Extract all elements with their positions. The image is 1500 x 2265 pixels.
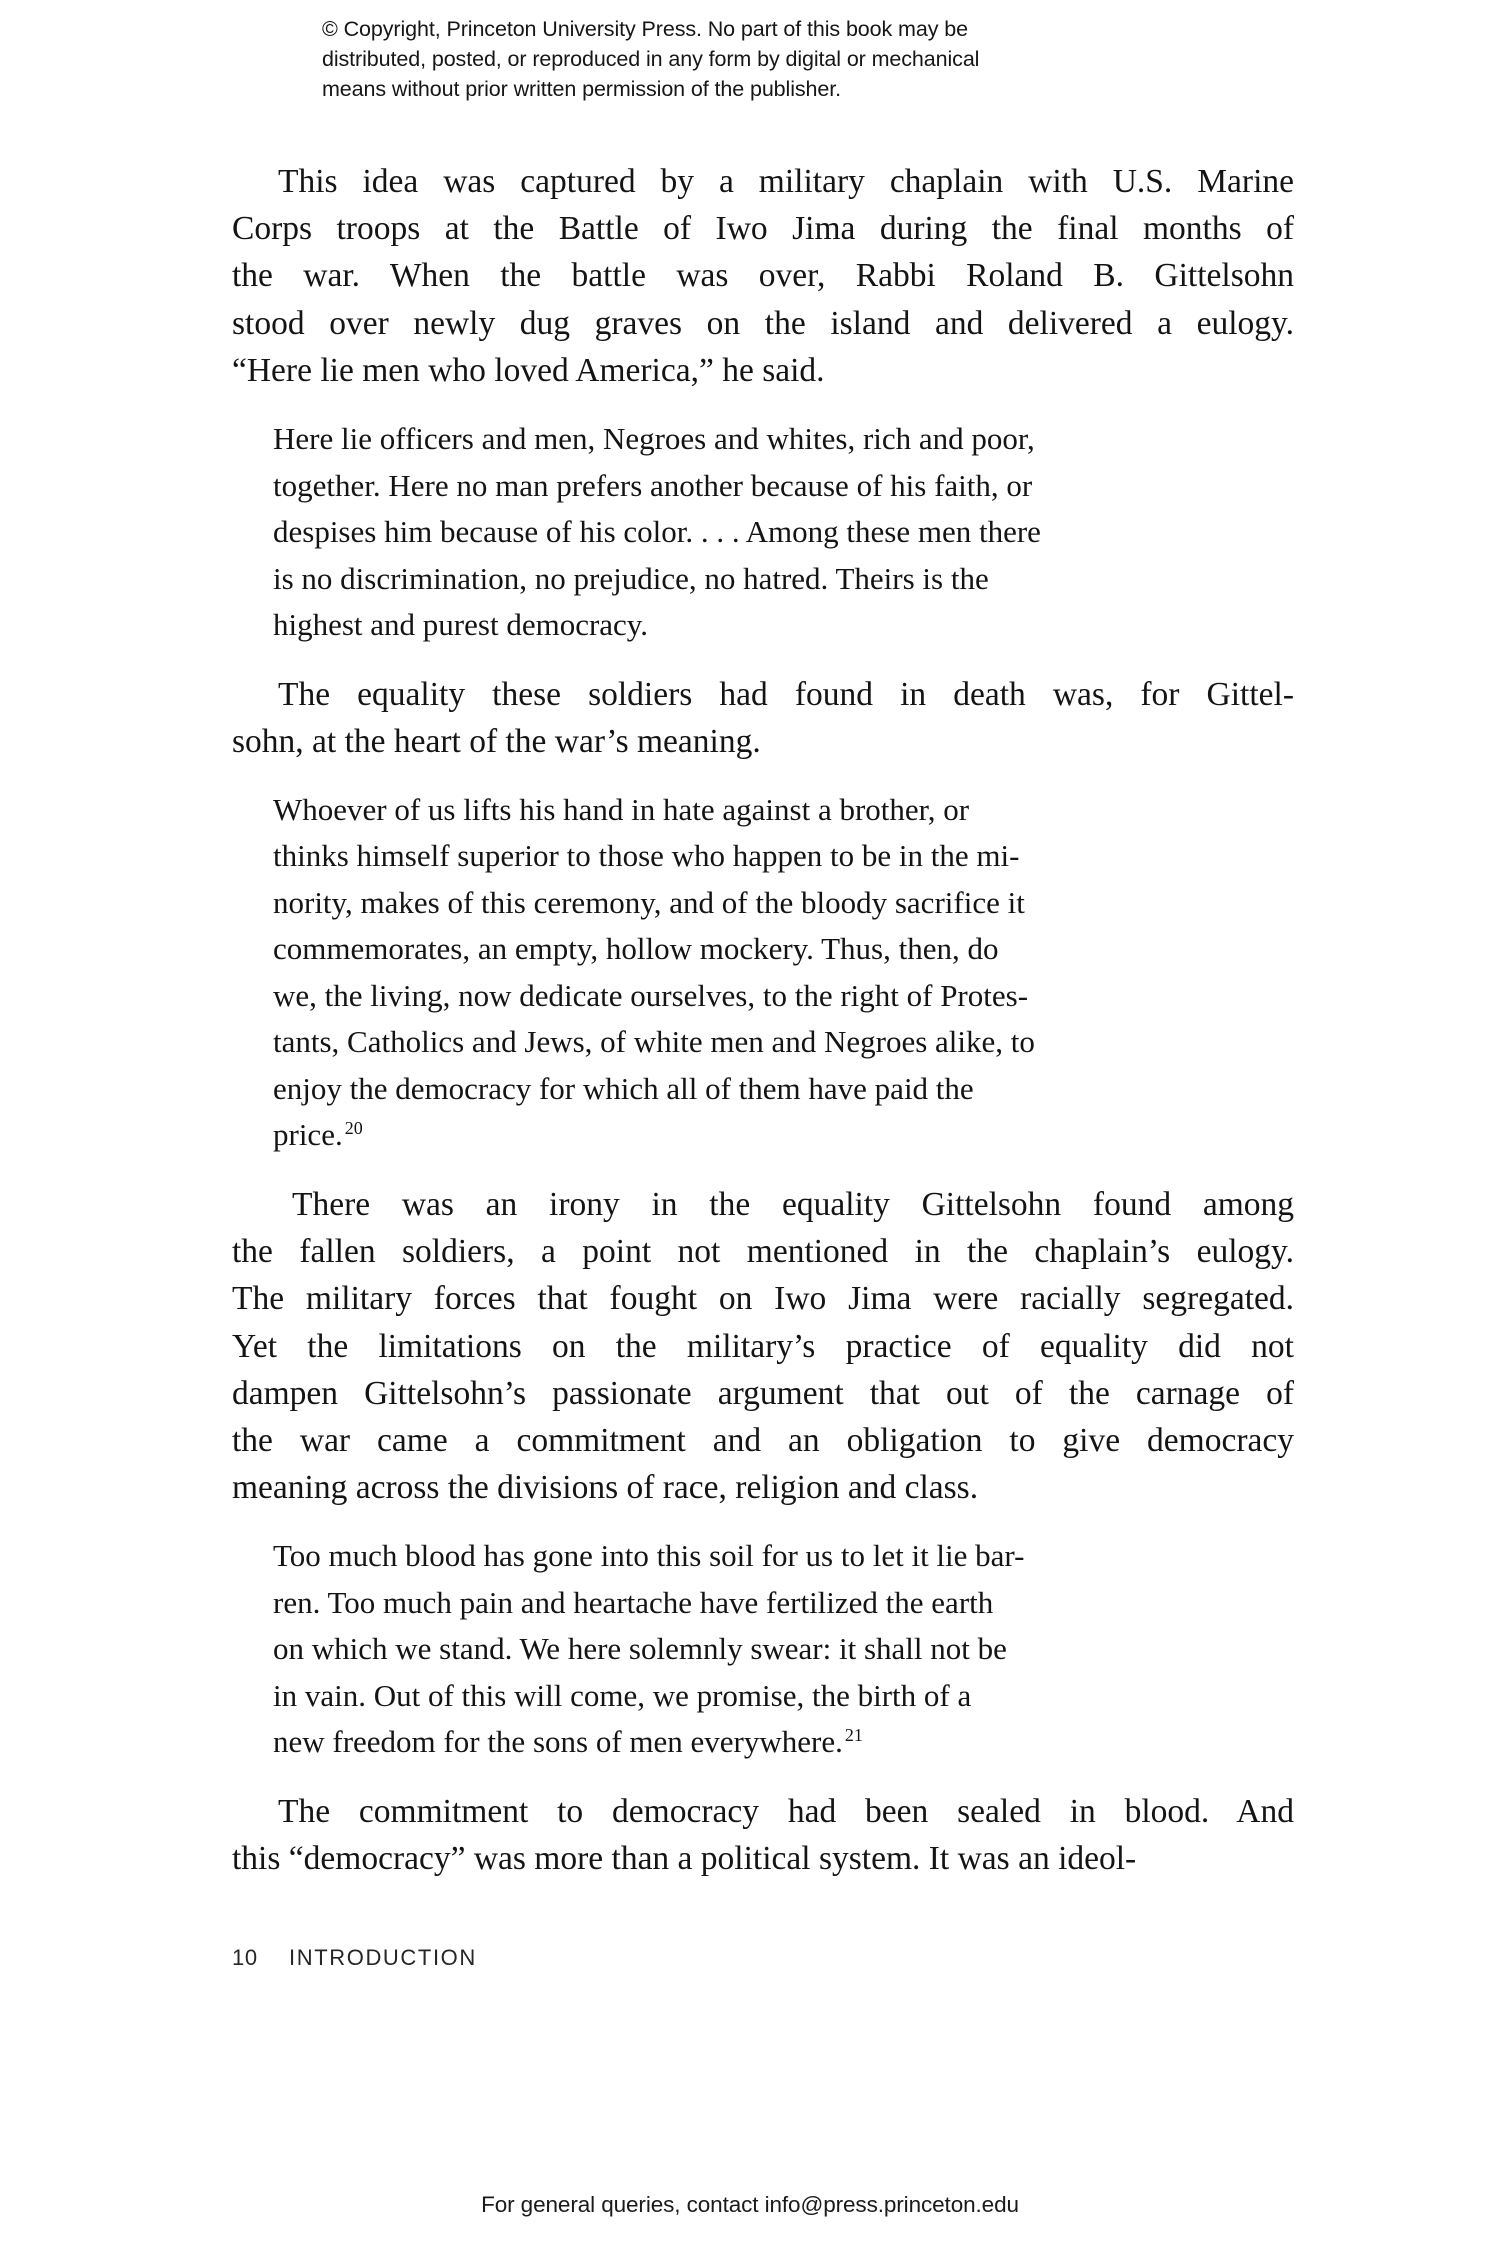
paragraph-3-line-2: the fallen soldiers, a point not mentioned in the chaplain’s eulogy. [232,1233,1294,1271]
paragraph-3-line-7: meaning across the divisions of race, religion and class. [232,1469,979,1507]
blockquote-3-line-1: Too much blood has gone into this soil for us to let it lie bar- [273,1538,1025,1574]
blockquote-2-line-8 [273,1112,1294,1159]
blockquote-2-line-1: Whoever of us lifts his hand in hate against a brother, or [273,791,970,827]
paragraph-3 [232,1181,1294,1511]
blockquote-3-line-2: ren. Too much pain and heartache have fertilized the earth [273,1584,994,1620]
blockquote-3-line-4: in vain. Out of this will come, we promise, the birth of a [273,1677,972,1713]
blockquote-3 [232,1533,1294,1766]
text-column [232,158,1294,1882]
blockquote-2-line-3: nority, makes of this ceremony, and of the bloody sacrifice it [273,884,1025,920]
footnote-marker-20: 20 [344,1118,363,1139]
running-footer [232,1945,477,1971]
paragraph-4 [232,1788,1294,1882]
spacer [232,765,1294,787]
paragraph-4-line-2: this “democracy” was more than a political system. It was an ideol- [232,1840,1137,1878]
paragraph-3-line-3: The military forces that fought on Iwo Jima were racially segregated. [232,1280,1294,1318]
paragraph-2-line-2: sohn, at the heart of the war’s meaning. [232,722,761,760]
copyright-line-1: © Copyright, Princeton University Press. No part of this book may be [322,17,968,41]
paragraph-1-line-3: the war. When the battle was over, Rabbi Roland B. Gittelsohn [232,257,1294,295]
footnote-marker-21: 21 [844,1725,863,1746]
copyright-line-2: distributed, posted, or reproduced in any form by digital or mechanical [322,47,980,71]
blockquote-2-line-2: thinks himself superior to those who happen to be in the mi- [273,838,1020,874]
paragraph-3-line-1: There was an irony in the equality Gittelsohn found among [292,1185,1294,1223]
spacer [232,1159,1294,1181]
paragraph-1 [232,158,1294,394]
paragraph-2 [232,671,1294,765]
paragraph-3-line-6: the war came a commitment and an obligation to give democracy [232,1421,1294,1459]
blockquote-2-line-7: enjoy the democracy for which all of them have paid the [273,1070,974,1106]
spacer [232,1766,1294,1788]
blockquote-1-line-3: despises him because of his color. . . . Among these men there [273,514,1041,550]
blockquote-1-line-1: Here lie officers and men, Negroes and whites, rich and poor, [273,421,1035,457]
blockquote-1 [232,416,1294,649]
blockquote-1-line-4: is no discrimination, no prejudice, no hatred. Theirs is the [273,560,989,596]
paragraph-1-line-2: Corps troops at the Battle of Iwo Jima during the final months of [232,210,1294,248]
paragraph-2-line-1: The equality these soldiers had found in death was, for Gittel- [278,675,1294,713]
paragraph-1-line-4: stood over newly dug graves on the island and delivered a eulogy. [232,304,1294,342]
blockquote-3-line-3: on which we stand. We here solemnly swear: it shall not be [273,1631,1007,1667]
blockquote-2-line-5: we, the living, now dedicate ourselves, to the right of Protes- [273,977,1029,1013]
blockquote-2-line-8-text: price. [273,1117,343,1153]
blockquote-3-line-5-text: new freedom for the sons of men everywhere. [273,1724,843,1760]
paragraph-1-line-5: “Here lie men who loved America,” he said. [232,351,825,389]
section-title: INTRODUCTION [289,1945,477,1970]
blockquote-2 [232,787,1294,1159]
blockquote-3-line-5 [273,1719,1294,1766]
copyright-header [322,14,1162,104]
spacer [232,1511,1294,1533]
paragraph-3-line-4: Yet the limitations on the military’s practice of equality did not [232,1327,1294,1365]
blockquote-2-line-6: tants, Catholics and Jews, of white men and Negroes alike, to [273,1024,1035,1060]
paragraph-3-line-5: dampen Gittelsohn’s passionate argument that out of the carnage of [232,1374,1294,1412]
page-number: 10 [232,1945,258,1970]
spacer [232,649,1294,671]
copyright-line-3: means without prior written permission of the publisher. [322,77,842,101]
paragraph-4-line-1: The commitment to democracy had been sealed in blood. And [278,1792,1294,1830]
blockquote-1-line-2: together. Here no man prefers another because of his faith, or [273,467,1033,503]
bottom-footer: For general queries, contact info@press.princeton.edu [481,2192,1019,2217]
blockquote-1-line-5: highest and purest democracy. [273,607,649,643]
paragraph-1-line-1: This idea was captured by a military chaplain with U.S. Marine [278,163,1294,200]
blockquote-2-line-4: commemorates, an empty, hollow mockery. Thus, then, do [273,931,999,967]
spacer [232,394,1294,416]
